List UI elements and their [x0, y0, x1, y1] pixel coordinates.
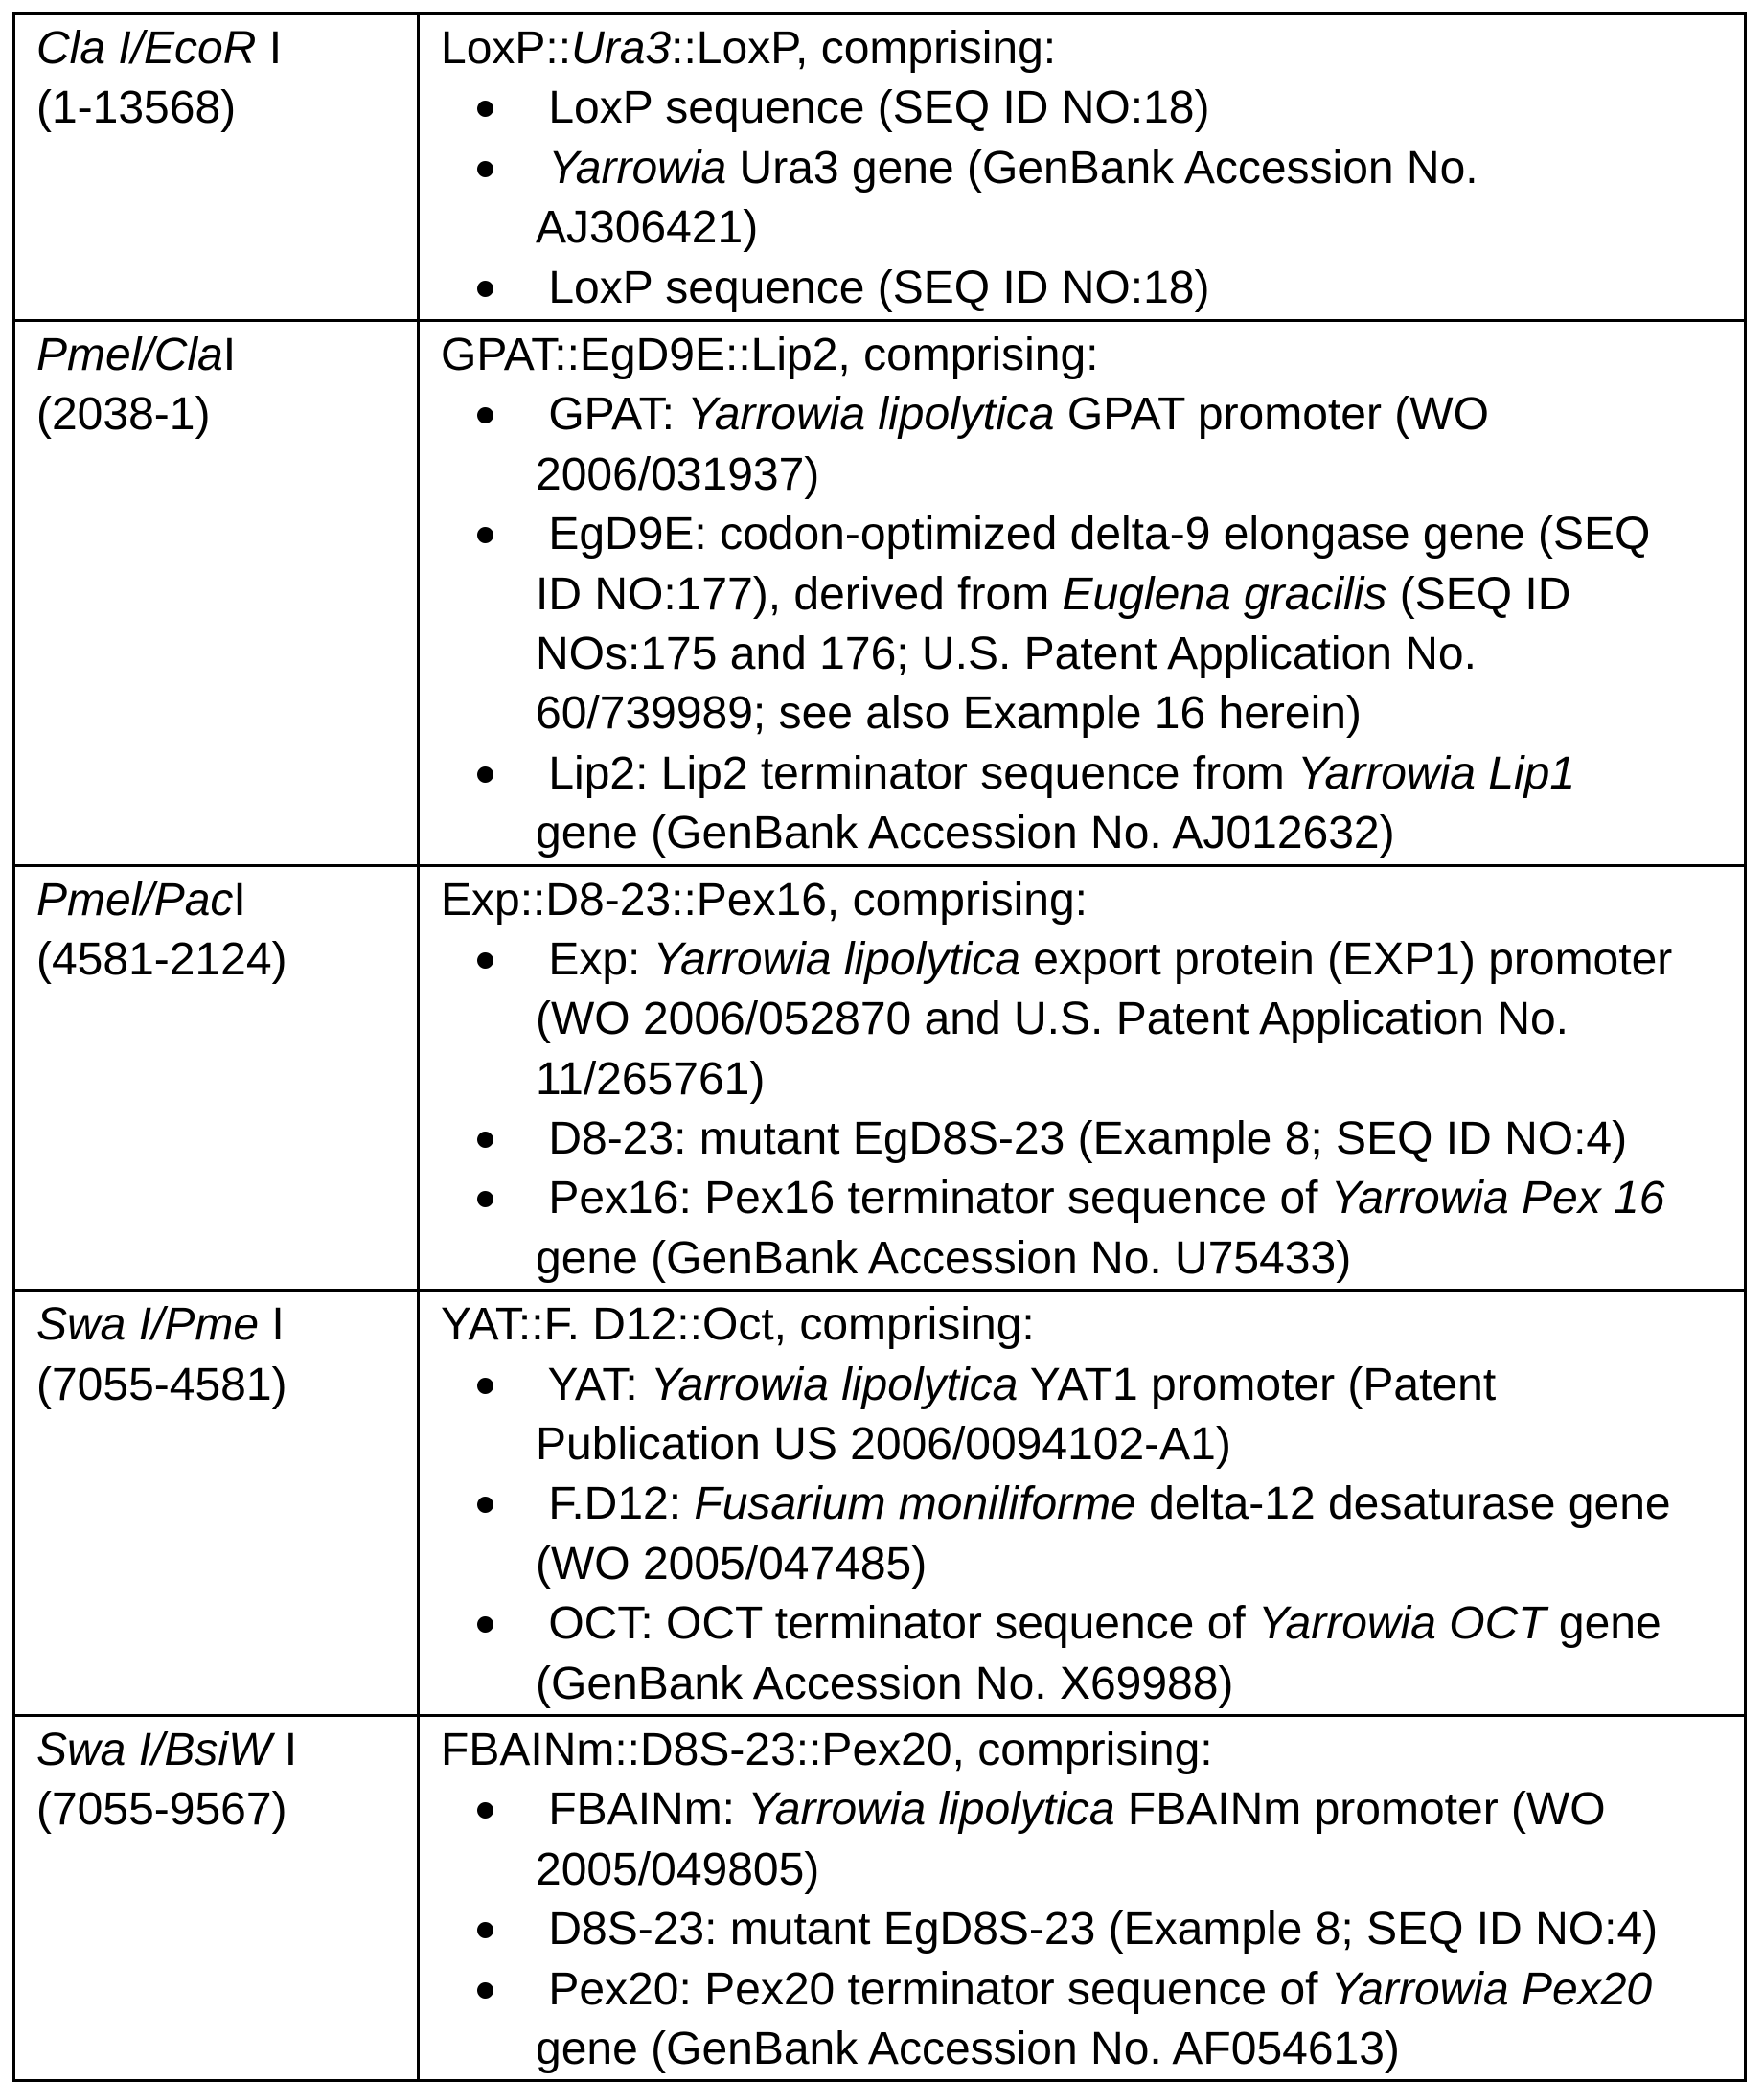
text-segment: D8S-23: mutant EgD8S-23 (Example 8; SEQ ID NO:4)	[536, 1904, 1659, 1956]
fragment-coordinates	[36, 79, 417, 138]
restriction-enzymes	[36, 1721, 417, 1780]
text-segment: gene (GenBank Accession No. AF054613)	[536, 2023, 1400, 2074]
component-list-item	[441, 744, 1744, 804]
bullet-icon	[477, 1922, 493, 1938]
text-segment: 2006/031937)	[536, 448, 820, 500]
text-segment: (2038-1)	[36, 389, 211, 441]
gene-construct-title	[441, 19, 1744, 79]
fragment-coordinates	[36, 930, 417, 990]
chimeric-gene-cell	[419, 1291, 1746, 1716]
text-segment: gene	[1546, 1598, 1661, 1650]
text-segment: FBAINm:	[536, 1784, 748, 1836]
text-segment: (GenBank Accession No. X69988)	[536, 1658, 1234, 1709]
component-list-item	[441, 385, 1744, 445]
text-segment: Yarrowia lipolytica	[747, 1784, 1115, 1836]
bullet-icon	[477, 281, 493, 297]
chimeric-gene-cell	[419, 321, 1746, 866]
text-segment: 2005/049805)	[536, 1843, 820, 1895]
text-segment: Yarrowia lipolytica	[687, 389, 1055, 441]
text-segment: Swa I/BsiW	[36, 1724, 272, 1775]
text-segment: Cla I/EcoR	[36, 23, 257, 74]
text-segment: export protein (EXP1) promoter	[1019, 933, 1673, 985]
table-row	[14, 321, 1746, 866]
text-segment: I	[271, 1724, 298, 1775]
restriction-site-cell	[14, 1715, 419, 2080]
gene-construct-title	[441, 871, 1744, 930]
text-segment: GPAT promoter (WO	[1054, 389, 1489, 441]
text-segment: Publication US 2006/0094102-A1)	[536, 1419, 1231, 1471]
component-list-item	[441, 79, 1744, 138]
text-segment: (SEQ ID	[1386, 568, 1571, 620]
bullet-icon	[477, 1982, 493, 1999]
component-list-item-continuation	[441, 1535, 1744, 1594]
text-segment: gene (GenBank Accession No. AJ012632)	[536, 808, 1395, 859]
text-segment: LoxP sequence (SEQ ID NO:18)	[536, 82, 1210, 134]
table-row	[14, 1291, 1746, 1716]
text-segment: (1-13568)	[36, 82, 237, 134]
text-segment: Pex20: Pex20 terminator sequence of	[536, 1963, 1331, 2015]
text-segment: delta-12 desaturase gene	[1135, 1478, 1671, 1530]
bullet-icon	[477, 1616, 493, 1633]
text-segment: Pmel/Cla	[36, 330, 223, 380]
text-segment: NOs:175 and 176; U.S. Patent Application No.	[536, 628, 1477, 679]
text-segment: gene (GenBank Accession No. U75433)	[536, 1232, 1352, 1284]
component-list-item	[441, 1169, 1744, 1228]
component-list-item-continuation	[441, 684, 1744, 744]
text-segment: Yarrowia lipolytica	[651, 1359, 1019, 1410]
component-list-item	[441, 259, 1744, 318]
restriction-enzymes	[36, 871, 417, 930]
component-list-item	[441, 930, 1744, 990]
restriction-site-cell	[14, 1291, 419, 1716]
gene-construct-title	[441, 1295, 1744, 1355]
component-list-item-continuation	[441, 1229, 1744, 1289]
table-row	[14, 14, 1746, 321]
text-segment: Yarrowia Pex 16	[1330, 1173, 1665, 1224]
restriction-enzymes	[36, 19, 417, 79]
restriction-enzymes	[36, 326, 417, 385]
text-segment: I	[259, 1299, 285, 1351]
component-list-item	[441, 1960, 1744, 2020]
text-segment: FBAINm promoter (WO	[1114, 1784, 1606, 1836]
gene-construct-title	[441, 1721, 1744, 1780]
text-segment: Euglena gracilis	[1062, 568, 1387, 620]
text-segment: ::LoxP, comprising:	[671, 23, 1057, 74]
component-list-item-continuation	[441, 446, 1744, 505]
text-segment: Exp::D8-23::Pex16, comprising:	[441, 874, 1088, 926]
bullet-icon	[477, 101, 493, 117]
component-list-item-continuation	[441, 1415, 1744, 1475]
restriction-site-cell	[14, 14, 419, 321]
component-list-item	[441, 1110, 1744, 1169]
text-segment: Exp:	[536, 933, 653, 985]
text-segment: Yarrowia Lip1	[1297, 747, 1576, 799]
bullet-icon	[477, 766, 493, 783]
text-segment: Yarrowia lipolytica	[653, 933, 1020, 985]
text-segment	[536, 143, 548, 194]
bullet-icon	[477, 952, 493, 969]
text-segment: YAT:	[536, 1359, 652, 1410]
text-segment: Swa I/Pme	[36, 1299, 260, 1351]
table-body	[14, 14, 1746, 2081]
text-segment: LoxP sequence (SEQ ID NO:18)	[536, 262, 1210, 313]
text-segment: Pmel/Pac	[36, 874, 234, 926]
text-segment: Pex16: Pex16 terminator sequence of	[536, 1173, 1331, 1224]
text-segment: GPAT:	[536, 389, 688, 441]
table-row	[14, 1715, 1746, 2080]
text-segment: (WO 2006/052870 and U.S. Patent Application No.	[536, 994, 1569, 1045]
text-segment: GPAT::EgD9E::Lip2, comprising:	[441, 330, 1099, 380]
component-list-item-continuation	[441, 1050, 1744, 1110]
component-list-item-continuation	[441, 2020, 1744, 2079]
fragment-coordinates	[36, 1780, 417, 1840]
text-segment: 11/265761)	[536, 1053, 766, 1105]
bullet-icon	[477, 1802, 493, 1819]
component-list-item-continuation	[441, 804, 1744, 863]
fragment-coordinates	[36, 1356, 417, 1415]
text-segment: AJ306421)	[536, 202, 759, 254]
bullet-icon	[477, 161, 493, 177]
text-segment: Yarrowia	[548, 142, 727, 194]
table-row	[14, 865, 1746, 1291]
chimeric-gene-cell	[419, 1715, 1746, 2080]
chimeric-gene-cell	[419, 865, 1746, 1291]
text-segment: D8-23: mutant EgD8S-23 (Example 8; SEQ ID NO:4)	[536, 1113, 1628, 1165]
text-segment: I	[256, 23, 283, 74]
bullet-icon	[477, 1497, 493, 1513]
text-segment: I	[222, 330, 237, 380]
text-segment: OCT: OCT terminator sequence of	[536, 1598, 1259, 1650]
text-segment: I	[233, 874, 246, 926]
text-segment: YAT::F. D12::Oct, comprising:	[441, 1299, 1035, 1351]
text-segment: LoxP::	[441, 23, 572, 74]
text-segment: Ura3 gene (GenBank Accession No.	[726, 142, 1478, 194]
construct-components-table	[12, 12, 1747, 2082]
restriction-site-cell	[14, 321, 419, 866]
component-list-item	[441, 1356, 1744, 1415]
component-list-item-continuation	[441, 1841, 1744, 1900]
text-segment: Yarrowia OCT	[1258, 1598, 1546, 1650]
component-list-item	[441, 505, 1744, 564]
component-list-item-continuation	[441, 565, 1744, 625]
component-list-item-continuation	[441, 1655, 1744, 1714]
text-segment: EgD9E: codon-optimized delta-9 elongase gene (SEQ	[536, 509, 1651, 561]
component-list-item-continuation	[441, 625, 1744, 684]
component-list-item	[441, 1475, 1744, 1534]
text-segment: (7055-4581)	[36, 1359, 287, 1410]
bullet-icon	[477, 527, 493, 543]
chimeric-gene-cell	[419, 14, 1746, 321]
bullet-icon	[477, 1191, 493, 1207]
text-segment: YAT1 promoter (Patent	[1018, 1359, 1497, 1410]
text-segment: (4581-2124)	[36, 933, 287, 985]
bullet-icon	[477, 1378, 493, 1394]
text-segment: Yarrowia Pex20	[1330, 1963, 1653, 2015]
text-segment: (7055-9567)	[36, 1784, 287, 1836]
text-segment: 60/739989; see also Example 16 herein)	[536, 688, 1362, 740]
gene-construct-title	[441, 326, 1744, 385]
component-list-item-continuation	[441, 198, 1744, 258]
bullet-icon	[477, 1132, 493, 1148]
text-segment: (WO 2005/047485)	[536, 1538, 928, 1590]
component-list-item-continuation	[441, 990, 1744, 1049]
component-list-item	[441, 1900, 1744, 1959]
component-list-item	[441, 1594, 1744, 1654]
restriction-site-cell	[14, 865, 419, 1291]
bullet-icon	[477, 407, 493, 423]
text-segment: Fusarium moniliforme	[694, 1478, 1136, 1530]
text-segment: Lip2: Lip2 terminator sequence from	[536, 747, 1298, 799]
text-segment: FBAINm::D8S-23::Pex20, comprising:	[441, 1724, 1213, 1775]
fragment-coordinates	[36, 385, 417, 445]
component-list-item	[441, 139, 1744, 198]
text-segment: ID NO:177), derived from	[536, 568, 1063, 620]
text-segment: Ura3	[571, 23, 672, 74]
text-segment: F.D12:	[536, 1478, 695, 1530]
restriction-enzymes	[36, 1295, 417, 1355]
component-list-item	[441, 1780, 1744, 1840]
